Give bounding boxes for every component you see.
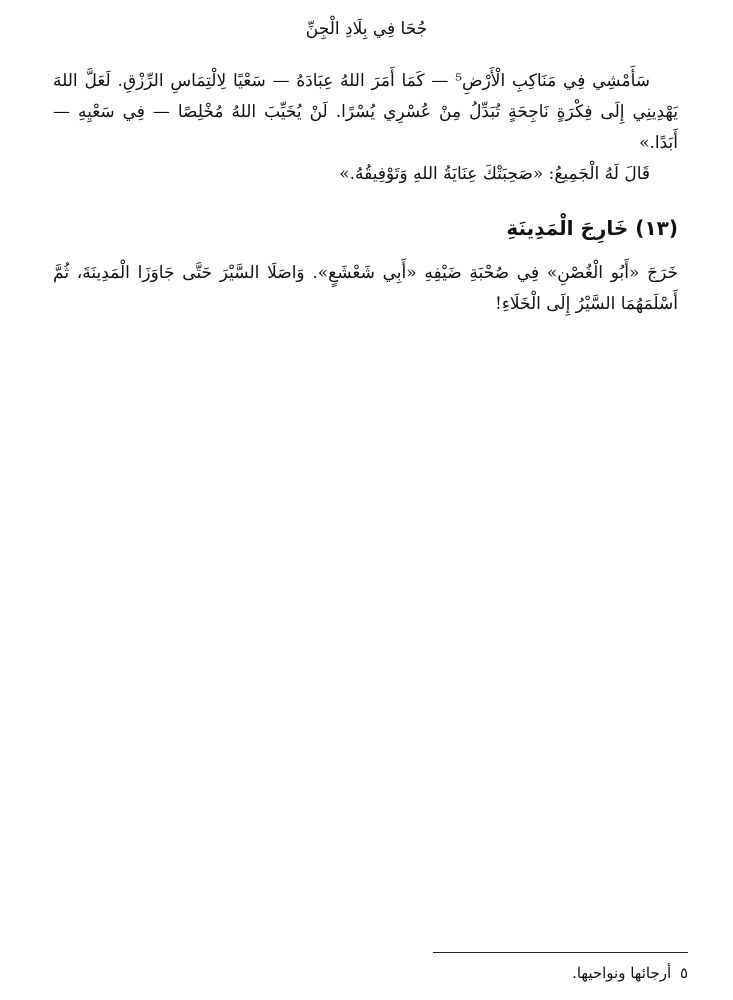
paragraph-2: قَالَ لَهُ الْجَمِيعُ: «صَحِبَتْكَ عِنَايَةُ اللهِ وَتَوْفِيقُهُ.» [339, 164, 650, 184]
footnote-marker: ٥ [679, 964, 688, 982]
paragraph-1: سَأَمْشِي فِي مَنَاكِبِ الْأَرْضِ⁵ — كَمَا أَمَرَ اللهُ عِبَادَهُ — سَعْيًا لِالْتِمَاسِ الرِّزْقِ. لَعَلَّ اللهَ يَهْدِينِي إِلَى فِكْرَةٍ نَاجِحَةٍ تُبَدِّلُ مِنْ عُسْرِي يُسْرًا. لَنْ يُخَيِّبَ اللهُ مُخْلِصًا — فِي سَعْيِهِ — أَبَدًا.» [53, 71, 678, 153]
footnote [48, 961, 688, 985]
running-header: جُحَا فِي بِلَادِ الْجِنِّ [305, 19, 428, 39]
section-heading: (١٣) خَارِجَ الْمَدِينَةِ [506, 216, 678, 240]
footnote-divider [433, 952, 688, 953]
paragraph-3: خَرَجَ «أَبُو الْغُصْنِ» فِي صُحْبَةِ ضَيْفِهِ «أَبِي شَعْشَعٍ». وَاصَلَا السَّيْرَ حَتَّى جَاوَزَا الْمَدِينَةَ، ثُمَّ أَسْلَمَهُمَا السَّيْرُ إِلَى الْخَلَاءِ! [53, 263, 678, 314]
footnote-text: أرجائها ونواحيها. [572, 964, 672, 982]
body-text [53, 66, 678, 320]
